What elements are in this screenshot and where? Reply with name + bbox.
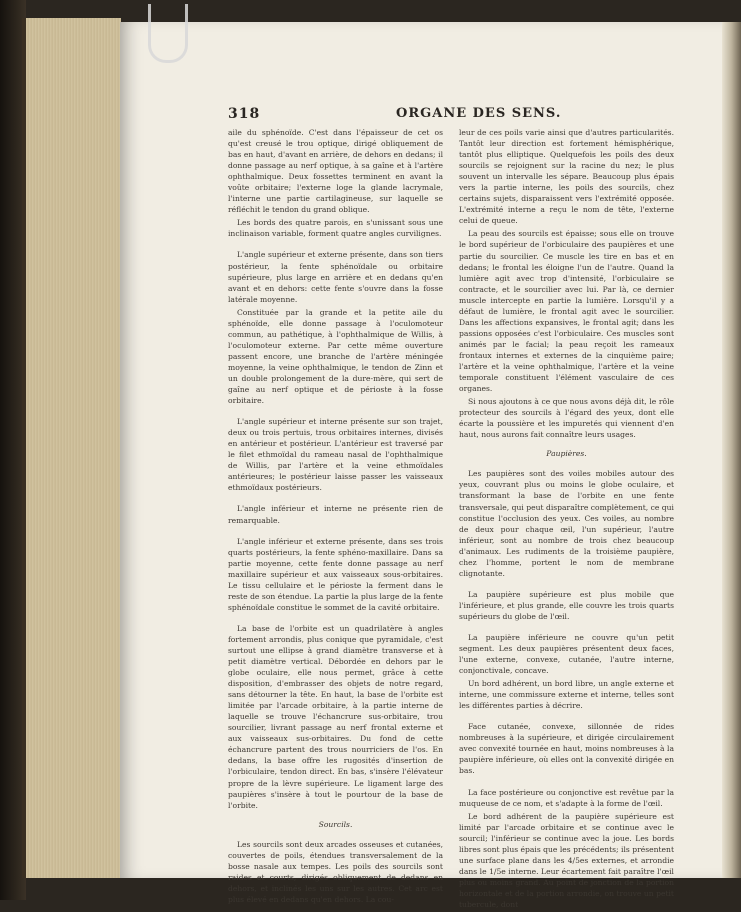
- paragraph: leur de ces poils varie ainsi que d'autres particularités. Tantôt leur direction est fortement hémisphérique, tantôt plus elliptique. Quelquefois les poils des deux sourcils se rejoignent sur la racine du nez; le plus souvent un intervalle les sépare. Beaucoup plus épais vers la partie interne, les poils des sourcils, chez certains sujets, disparaissent vers l'extrémité opposée. L'extrémité interne a reçu le nom de tête, l'externe celui de queue.: [459, 128, 674, 226]
- paragraph: Constituée par la grande et la petite aile du sphénoïde, elle donne passage à l'oculomoteur commun, au pathétique, à l'ophthalmique de Willis, à l'oculomoteur externe. Par cette même ouverture passent encore, une branche de l'artère méningée moyenne, la veine ophthalmique, le tendon de Zinn et un double prolongement de la dure-mère, qui sert de gaîne au nerf optique et de périoste à la fosse orbitaire.: [228, 307, 443, 406]
- paragraph: aile du sphénoïde. C'est dans l'épaisseur de cet os qu'est creusé le trou optique, dirigé obliquement de bas en haut, d'avant en arrière, de dehors en dedans; il donne passage au nerf optique, à sa gaîne et à l'artère ophthalmique. Deux fossettes terminent en avant la voûte orbitaire; l'externe loge la glande lacrymale, l'interne une partie cartilagineuse, sur laquelle se réfléchit le tendon du grand oblique.: [228, 128, 443, 215]
- section-heading-sourcils: Sourcils.: [318, 819, 353, 829]
- paragraph: Si nous ajoutons à ce que nous avons déjà dit, le rôle protecteur des sourcils à l'égard des yeux, dont elle écarte la poussière et les impuretés qui viennent d'en haut, nous aurons fait connaître leurs usages.: [459, 397, 674, 440]
- right-column: [459, 127, 674, 912]
- paragraph: La peau des sourcils est épaisse; sous elle on trouve le bord supérieur de l'orbiculaire des paupières et une partie du sourcilier. Ce muscle les tire en bas et en dedans; le frontal les éloigne l'un de l'autre. Quand la lumière agit avec trop d'intensité, l'orbiculaire se contracte, et le sourcilier avec lui. Par là, ce dernier muscle intercepte en partie la lumière. Lorsqu'il y a défaut de lumière, le frontal agit avec le sourcilier. Dans les affections expansives, le frontal agit; dans les passions opposées c'est l'orbiculaire. Ces muscles sont animés par le facial; la peau reçoit les rameaux frontaux internes et externes de la cinquième paire; l'artère et la veine ophthalmique, l'artère et la veine temporale constituent l'élément vasculaire de ces organes.: [459, 229, 674, 394]
- paragraph: La face postérieure ou conjonctive est revêtue par la muqueuse de ce nom, et s'adapte à la forme de l'œil.: [459, 787, 674, 808]
- page-header: [228, 106, 698, 122]
- running-title: ORGANE DES SENS.: [396, 106, 562, 121]
- paragraph: Les paupières sont des voiles mobiles autour des yeux, couvrant plus ou moins le globe oculaire, et transformant la base de l'orbite en une fente transversale, qui peut disparaître complètement, ce qui constitue l'occlusion des yeux. Ces voiles, au nombre de deux pour chaque œil, l'un supérieur, l'autre inférieur, sont au nombre de trois chez beaucoup d'animaux. Les rudiments de la troisième paupière, chez l'homme, portent le nom de membrane clignotante.: [459, 469, 674, 578]
- paragraph: L'angle supérieur et externe présente, dans son tiers postérieur, la fente sphénoïdale ou orbitaire supérieure, plus large en arrière et en dedans qu'en avant et en dehors: cette fente s'ouvre dans la fosse latérale moyenne.: [228, 250, 443, 304]
- paragraph: La base de l'orbite est un quadrilatère à angles fortement arrondis, plus conique que pyramidale, c'est surtout une ellipse à grand diamètre transverse et à petit diamètre vertical. Débordée en dehors par le globe oculaire, elle nous permet, grâce à cette disposition, d'embrasser des objets de notre regard, sans détourner la tête. En haut, la base de l'orbite est limitée par l'arcade orbitaire, à la partie interne de laquelle se trouve l'échancrure sus-orbitaire, trou sourcilier, livrant passage au nerf frontal externe et aux vaisseaux sus-orbitaires. Du fond de cette échancrure partent des trous nourriciers de l'os. En dedans, la base offre les rugosités d'insertion de l'orbiculaire, tendon direct. En bas, s'insère l'élévateur propre de la lèvre supérieure. Le ligament large des paupières s'insère à tout le pourtour de la base de l'orbite.: [228, 623, 443, 810]
- paragraph: Un bord adhérent, un bord libre, un angle externe et interne, une commissure externe et interne, telles sont les différentes parties à décrire.: [459, 679, 674, 711]
- paragraph: La paupière inférieure ne couvre qu'un petit segment. Les deux paupières présentent deux faces, l'une externe, convexe, cutanée, l'autre interne, conjonctivale, concave.: [459, 632, 674, 676]
- paragraph: L'angle inférieur et interne ne présente rien de remarquable.: [228, 504, 443, 525]
- paragraph: Face cutanée, convexe, sillonnée de rides nombreuses à la supérieure, et dirigée circulairement avec convexité tournée en haut, moins nombreuses à la paupière inférieure, où elles ont la convexité dirigée en bas.: [459, 722, 674, 776]
- paragraph: Le bord adhérent de la paupière supérieure est limité par l'arcade orbitaire et se continue avec le sourcil; l'inférieur se continue avec la joue. Les bords libres sont plus épais que les précédents; ils présentent une surface plane dans les 4/5es externes, et arrondie dans le 1/5e interne. Leur écartement fait paraître l'œil plus ou moins grand. Au point de jonction de la portion horizontale et de la portion arrondie, on trouve un petit tubercule, dont: [459, 811, 674, 909]
- paragraph: La paupière supérieure est plus mobile que l'inférieure, et plus grande, elle couvre les trois quarts supérieurs du globe de l'œil.: [459, 589, 674, 621]
- book-clip-icon: [148, 4, 188, 63]
- paragraph: Les bords des quatre parois, en s'unissant sous une inclinaison variable, forment quatre angles curvilignes.: [228, 218, 443, 239]
- page-number: 318: [228, 106, 261, 122]
- paragraph: L'angle inférieur et externe présente, dans ses trois quarts postérieurs, la fente sphéno-maxillaire. Dans sa partie moyenne, cette fente donne passage au nerf maxillaire supérieur et aux vaisseaux sous-orbitaires. Le tissu cellulaire et le périoste la ferment dans le reste de son étendue. La partie la plus large de la fente sphénoïdale constitue le sommet de la cavité orbitaire.: [228, 536, 443, 612]
- left-column: [228, 127, 443, 907]
- page-right-edge: [722, 22, 741, 878]
- paragraph: Les sourcils sont deux arcades osseuses et cutanées, couvertes de poils, étendues transversalement de la bosse nasale aux tempes. Les poils des sourcils sont raides et courts, dirigés obliquement de dedans en dehors, et inclinés les uns sur les autres. Cet arc est plus élevé en dedans qu'en dehors. La cou-: [228, 839, 443, 904]
- section-heading-paupieres: Paupières.: [546, 449, 587, 459]
- page-block-edge: [22, 18, 121, 878]
- paragraph: L'angle supérieur et interne présente sur son trajet, deux ou trois pertuis, trous orbitaires internes, divisés en antérieur et postérieur. L'antérieur est traversé par le filet ethmoïdal du rameau nasal de l'ophthalmique de Willis, par l'artère et la veine ethmoïdales antérieures; le postérieur laisse passer les vaisseaux ethmoïdaux postérieurs.: [228, 417, 443, 493]
